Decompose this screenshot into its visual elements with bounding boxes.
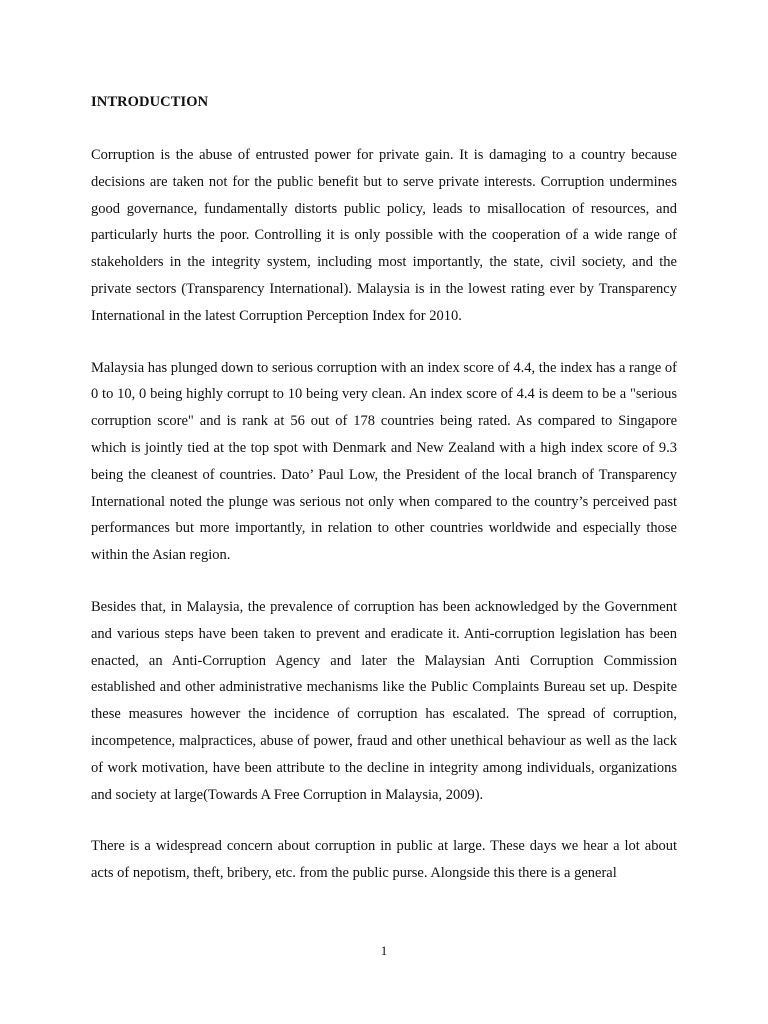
section-heading: INTRODUCTION xyxy=(91,94,209,110)
page-number: 1 xyxy=(380,943,388,958)
paragraph-3: Besides that, in Malaysia, the prevalence of corruption has been acknowledged by the Government and various steps have been taken to prevent and eradicate it. Anti-corruption legislation has been enacted, an Anti-Corruption Agency and later the Malaysian Anti Corruption Commission established and other administrative mechanisms like the Public Complaints Bureau set up. Despite these measures however the incidence of corruption has escalated. The spread of corruption, incompetence, malpractices, abuse of power, fraud and other unethical behaviour as well as the lack of work motivation, have been attribute to the decline in integrity among individuals, organizations and society at large(Towards A Free Corruption in Malaysia, 2009). xyxy=(91,598,677,803)
paragraph-2: Malaysia has plunged down to serious corruption with an index score of 4.4, the index has a range of 0 to 10, 0 being highly corrupt to 10 being very clean. An index score of 4.4 is deem to be a "serious corruption score" and is rank at 56 out of 178 countries being rated. As compared to Singapore which is jointly tied at the top spot with Denmark and New Zealand with a high index score of 9.3 being the cleanest of countries. Dato’ Paul Low, the President of the local branch of Transparency International noted the plunge was serious not only when compared to the country’s perceived past performances but more importantly, in relation to other countries worldwide and especially those within the Asian region. xyxy=(91,359,677,564)
paragraph-4: There is a widespread concern about corruption in public at large. These days we hear a lot about acts of nepotism, theft, bribery, etc. from the public purse. Alongside this there is a general xyxy=(91,838,677,882)
page-body xyxy=(91,92,677,912)
paragraph-1: Corruption is the abuse of entrusted power for private gain. It is damaging to a country because decisions are taken not for the public benefit but to serve private interests. Corruption undermines good governance, fundamentally distorts public policy, leads to misallocation of resources, and particularly hurts the poor. Controlling it is only possible with the cooperation of a wide range of stakeholders in the integrity system, including most importantly, the state, civil society, and the private sectors (Transparency International). Malaysia is in the lowest rating ever by Transparency International in the latest Corruption Perception Index for 2010. xyxy=(91,147,677,324)
